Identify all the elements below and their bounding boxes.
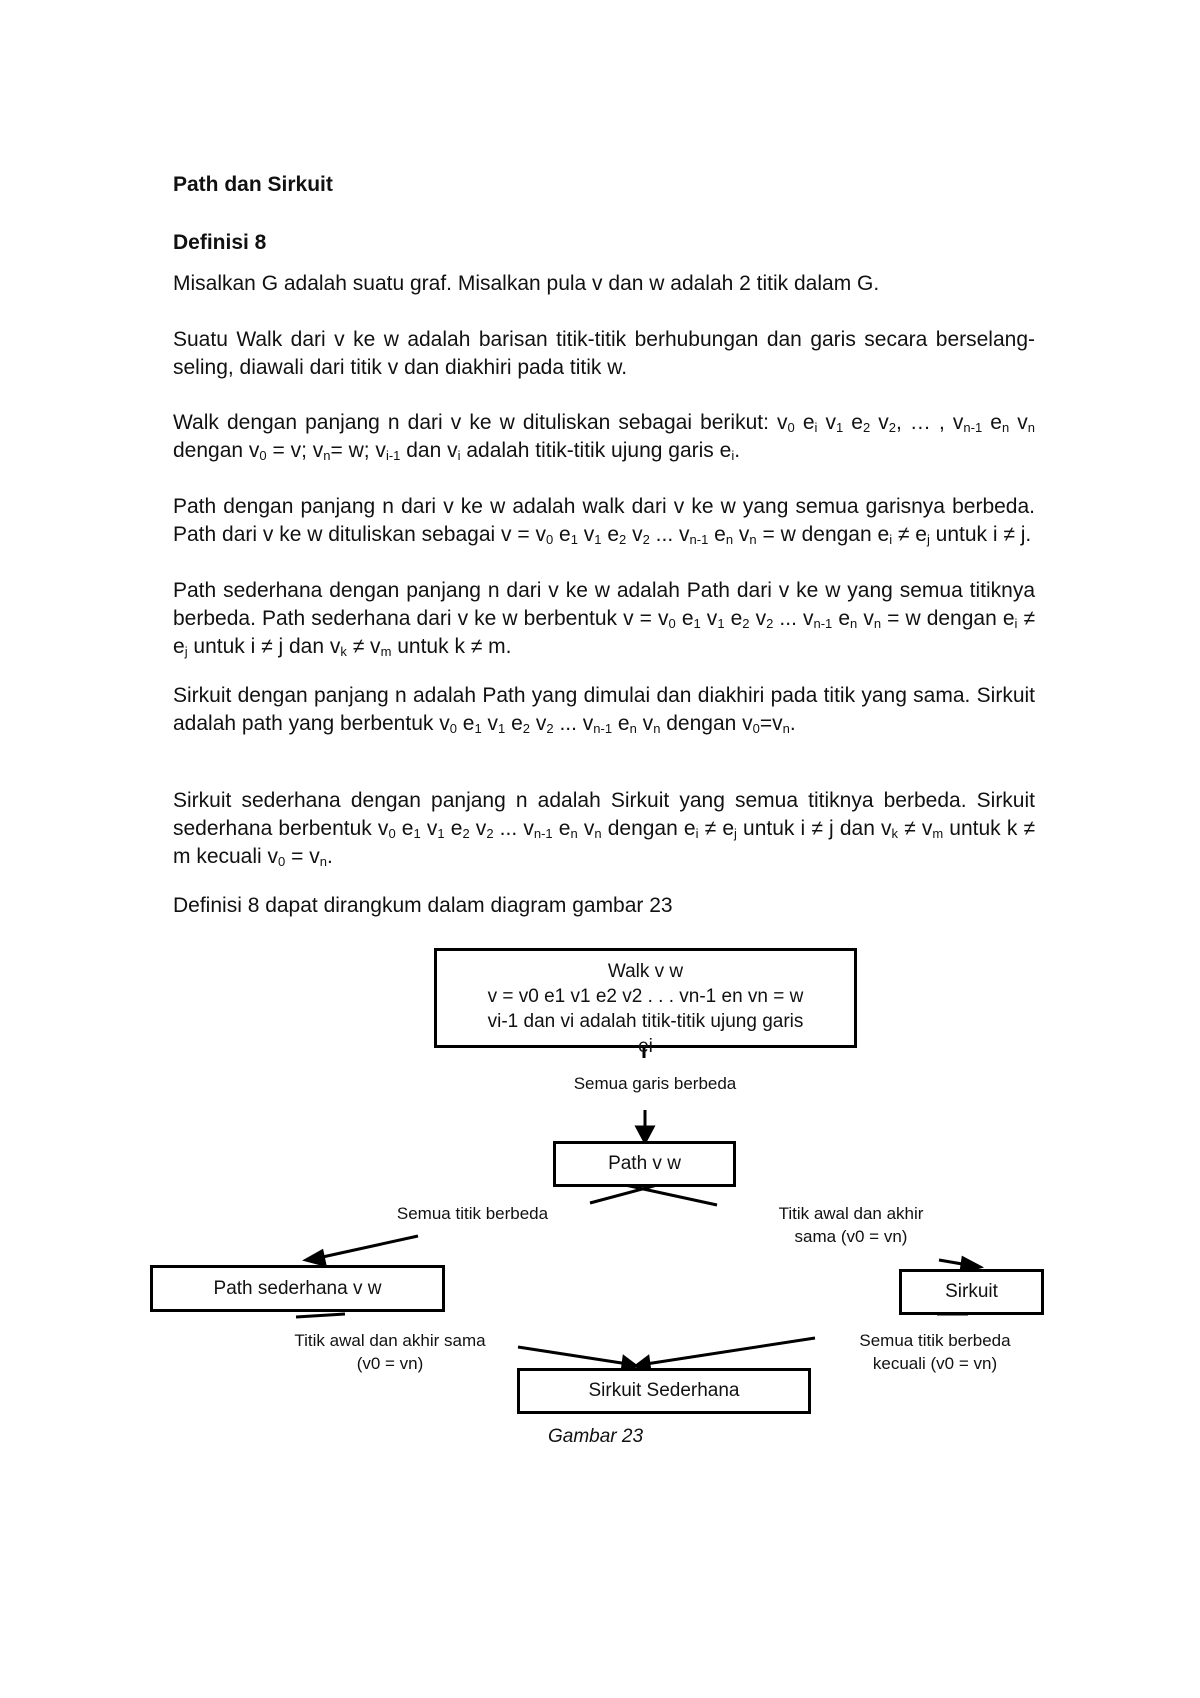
path-box: Path v w: [553, 1141, 736, 1187]
label-left-bottom-line-1: Titik awal dan akhir sama: [294, 1331, 486, 1350]
path-simple-box: Path sederhana v w: [150, 1265, 445, 1312]
walk-box-line-2: v = v0 e1 v1 e2 v2 . . . vn-1 en vn = w: [487, 986, 804, 1007]
label-start-end-line-1: Titik awal dan akhir: [778, 1204, 924, 1223]
label-right-bottom-line-2: kecuali (v0 = vn): [872, 1354, 998, 1373]
arrow-left-converge-line: [518, 1347, 628, 1364]
paragraph-6: Sirkuit dengan panjang n adalah Path yang dimulai dan diakhiri pada titik yang sama. Sirkuit adalah path yang berbentuk $v_0$ $e_1$ $v_1$ $e_2$ $v_2$ ... $v_{n-1}$ $e_n$ $v_n$ dengan $v_0=v_n$.: [173, 684, 1035, 736]
walk-box-line-4: ei: [638, 1036, 653, 1057]
paragraph-3: Walk dengan panjang n dari v ke w dituliskan sebagai berikut: $v_0$ $e_i$ $v_1$ $e_2$ $v_2$, … , $v_{n-1}$ $e_n$ $v_n$ dengan $v_0 = v$; $v_n= w$; $v_{i-1}$ dan $v_i$ adalah titik-titik ujung garis $e_i$.: [173, 411, 1036, 463]
paragraph-4: Path dengan panjang n dari v ke w adalah walk dari v ke w yang semua garisnya berbeda. Path dari v ke w dituliskan sebagai $v = v_0$ $e_1$ $v_1$ $e_2$ $v_2$ ... $v_{n-1}$ $e_n$ $v_n = w$ dengan $e_i \ne e_j$ untuk i ≠ j.: [173, 495, 1035, 547]
figure-caption: Gambar 23: [548, 1426, 644, 1447]
paragraph-2: Suatu Walk dari v ke w adalah barisan titik-titik berhubungan dan garis secara berselang-seling, diawali dari titik v dan diakhiri pada titik w.: [173, 328, 1035, 379]
walk-box: [434, 948, 857, 1057]
paragraph-7: Sirkuit sederhana dengan panjang n adalah Sirkuit yang semua titiknya berbeda. Sirkuit sederhana berbentuk $v_0$ $e_1$ $v_1$ $e_2$ $v_2$ ... $v_{n-1}$ $e_n$ $v_n$ dengan $e_i \ne e_j$ untuk i ≠ j dan $v_k \ne v_m$ untuk k ≠ m kecuali $v_0 = v_n$.: [173, 789, 1035, 869]
section-title: Path dan Sirkuit: [173, 173, 333, 196]
label-all-vertices-different: Semua titik berbeda: [396, 1204, 549, 1223]
split-left-line: [590, 1185, 657, 1203]
definition-title: Definisi 8: [173, 231, 267, 254]
arrow-to-path-head: [637, 1127, 653, 1142]
circuit-box: Sirkuit: [899, 1269, 1044, 1315]
arrow-to-path-simple-line: [318, 1236, 418, 1258]
simple-circuit-box: Sirkuit Sederhana: [517, 1368, 811, 1414]
label-start-end-line-2: sama (v0 = vn): [794, 1227, 908, 1246]
paragraph-5: Path sederhana dengan panjang n dari v ke w adalah Path dari v ke w yang semua titiknya berbeda. Path sederhana dari v ke w berbentuk $v = v_0$ $e_1$ $v_1$ $e_2$ $v_2$ ... $v_{n-1}$ $e_n$ $v_n = w$ dengan $e_i \ne e_j$ untuk i ≠ j dan $v_k \ne v_m$ untuk k ≠ m.: [173, 579, 1035, 659]
walk-box-line-1: Walk v w: [607, 961, 684, 982]
arrow-right-converge-line: [646, 1338, 815, 1364]
label-left-bottom: [255, 1329, 525, 1375]
label-right-bottom-line-1: Semua titik berbeda: [859, 1331, 1011, 1350]
path-simple-tail-line: [296, 1314, 345, 1317]
label-start-end-same: [726, 1202, 976, 1248]
arrow-to-path-simple-head: [306, 1251, 325, 1265]
label-left-bottom-line-2: (v0 = vn): [356, 1354, 424, 1373]
walk-box-line-3: vi-1 dan vi adalah titik-titik ujung garis: [487, 1011, 804, 1032]
label-right-bottom: [825, 1329, 1045, 1375]
label-all-edges-different: Semua garis berbeda: [573, 1074, 737, 1093]
paragraph-1: Misalkan G adalah suatu graf. Misalkan pula v dan w adalah 2 titik dalam G.: [173, 272, 880, 295]
paragraph-8: Definisi 8 dapat dirangkum dalam diagram gambar 23: [173, 894, 673, 917]
split-right-line: [625, 1185, 717, 1205]
